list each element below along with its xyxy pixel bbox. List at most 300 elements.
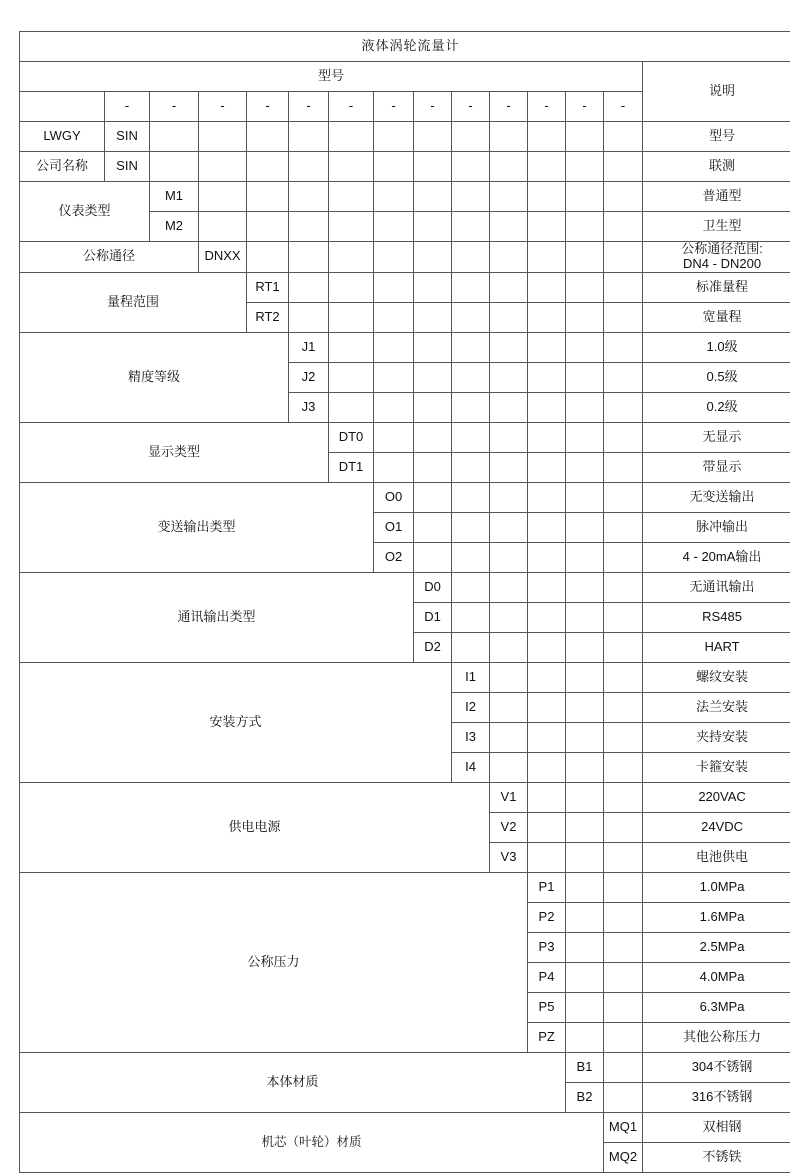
empty-cell [566, 692, 604, 722]
empty-cell [199, 152, 247, 182]
empty-cell [566, 542, 604, 572]
option-code[interactable]: V1 [490, 782, 528, 812]
option-description: HART [643, 632, 790, 662]
option-code[interactable]: SIN [105, 122, 150, 152]
empty-cell [528, 752, 566, 782]
option-code[interactable]: J2 [289, 362, 329, 392]
option-description: 316不锈钢 [643, 1082, 790, 1112]
empty-cell [490, 332, 528, 362]
empty-cell [566, 902, 604, 932]
empty-cell [452, 152, 490, 182]
description-header: 说明 [643, 62, 790, 122]
empty-cell [604, 452, 643, 482]
dash-placeholder: - [452, 92, 490, 122]
empty-cell [452, 242, 490, 273]
model-selection-table [19, 31, 790, 1173]
option-description: 2.5MPa [643, 932, 790, 962]
empty-cell [150, 152, 199, 182]
table-row [20, 1112, 790, 1142]
option-code[interactable]: I2 [452, 692, 490, 722]
category-label-3: 仪表类型 [20, 182, 150, 242]
category-label-8: 变送输出类型 [20, 482, 374, 572]
option-description: 带显示 [643, 452, 790, 482]
option-description: 1.0级 [643, 332, 790, 362]
empty-cell [604, 302, 643, 332]
empty-cell [490, 182, 528, 212]
empty-cell [452, 302, 490, 332]
empty-cell [604, 632, 643, 662]
empty-cell [566, 512, 604, 542]
empty-cell [604, 392, 643, 422]
empty-cell [374, 272, 414, 302]
option-description: 1.6MPa [643, 902, 790, 932]
empty-cell [452, 122, 490, 152]
empty-cell [452, 272, 490, 302]
dash-placeholder: - [528, 92, 566, 122]
empty-cell [374, 422, 414, 452]
empty-cell [199, 122, 247, 152]
empty-cell [604, 932, 643, 962]
empty-cell [289, 122, 329, 152]
empty-cell [414, 332, 452, 362]
empty-cell [528, 332, 566, 362]
empty-cell [329, 272, 374, 302]
empty-cell [452, 212, 490, 242]
empty-cell [566, 422, 604, 452]
table-row [20, 242, 790, 273]
option-code[interactable]: SIN [105, 152, 150, 182]
option-code[interactable]: D2 [414, 632, 452, 662]
empty-cell [566, 602, 604, 632]
empty-cell [528, 572, 566, 602]
empty-cell [452, 362, 490, 392]
empty-cell [490, 482, 528, 512]
empty-cell [490, 122, 528, 152]
empty-cell [528, 782, 566, 812]
table-row [20, 782, 790, 812]
empty-cell [604, 152, 643, 182]
option-code[interactable]: J3 [289, 392, 329, 422]
empty-cell [528, 812, 566, 842]
empty-cell [289, 302, 329, 332]
option-code[interactable]: J1 [289, 332, 329, 362]
empty-cell [329, 182, 374, 212]
empty-cell [490, 362, 528, 392]
empty-cell [604, 1022, 643, 1052]
empty-cell [528, 242, 566, 273]
empty-cell [452, 632, 490, 662]
empty-cell [528, 212, 566, 242]
option-description: 6.3MPa [643, 992, 790, 1022]
option-description: 脉冲输出 [643, 512, 790, 542]
empty-cell [566, 872, 604, 902]
category-label-5: 量程范围 [20, 272, 247, 332]
empty-cell [329, 332, 374, 362]
empty-cell [490, 212, 528, 242]
empty-cell [528, 392, 566, 422]
table-row [20, 272, 790, 302]
spec-sheet [19, 0, 771, 1173]
empty-cell [289, 212, 329, 242]
dash-placeholder: - [105, 92, 150, 122]
empty-cell [374, 362, 414, 392]
table-row [20, 572, 790, 602]
option-description: 4 - 20mA输出 [643, 542, 790, 572]
option-description: 卫生型 [643, 212, 790, 242]
dash-placeholder: - [604, 92, 643, 122]
empty-cell [414, 182, 452, 212]
dash-placeholder: - [150, 92, 199, 122]
category-label-9: 通讯输出类型 [20, 572, 414, 662]
table-row [20, 1052, 790, 1082]
empty-cell [604, 242, 643, 273]
category-label-11: 供电电源 [20, 782, 490, 872]
empty-cell [329, 122, 374, 152]
empty-cell [329, 392, 374, 422]
option-code[interactable]: P1 [528, 872, 566, 902]
empty-cell [604, 812, 643, 842]
empty-cell [566, 962, 604, 992]
model-header: 型号 [20, 62, 643, 92]
option-description: 不锈铁 [643, 1142, 790, 1172]
empty-cell [604, 482, 643, 512]
empty-cell [374, 392, 414, 422]
empty-cell [604, 992, 643, 1022]
empty-cell [604, 602, 643, 632]
empty-cell [566, 482, 604, 512]
empty-cell [289, 152, 329, 182]
empty-cell [490, 602, 528, 632]
option-code[interactable]: I4 [452, 752, 490, 782]
empty-cell [490, 722, 528, 752]
category-label-7: 显示类型 [20, 422, 329, 482]
description-line: DN4 - DN200 [643, 257, 790, 272]
empty-cell [452, 392, 490, 422]
empty-cell [490, 662, 528, 692]
empty-cell [374, 452, 414, 482]
empty-cell [247, 182, 289, 212]
empty-cell [490, 302, 528, 332]
empty-cell [374, 212, 414, 242]
empty-cell [566, 662, 604, 692]
empty-cell [528, 722, 566, 752]
table-row [20, 482, 790, 512]
option-description: 无通讯输出 [643, 572, 790, 602]
option-code[interactable]: O1 [374, 512, 414, 542]
category-label-2: 公司名称 [20, 152, 105, 182]
option-code[interactable]: MQ2 [604, 1142, 643, 1172]
empty-cell [490, 272, 528, 302]
empty-cell [604, 362, 643, 392]
empty-cell [329, 362, 374, 392]
option-code[interactable]: V2 [490, 812, 528, 842]
option-description: 型号 [643, 122, 790, 152]
empty-cell [414, 152, 452, 182]
empty-cell [566, 182, 604, 212]
empty-cell [452, 542, 490, 572]
description-line: 公称通径范围: [643, 242, 790, 257]
empty-cell [566, 632, 604, 662]
option-code[interactable]: DT0 [329, 422, 374, 452]
option-code[interactable]: RT2 [247, 302, 289, 332]
empty-cell [604, 542, 643, 572]
empty-cell [199, 212, 247, 242]
empty-cell [414, 422, 452, 452]
empty-cell [414, 482, 452, 512]
empty-cell [199, 182, 247, 212]
empty-cell [528, 602, 566, 632]
empty-cell [566, 992, 604, 1022]
table-row [20, 872, 790, 902]
option-description: 0.2级 [643, 392, 790, 422]
empty-cell [374, 152, 414, 182]
empty-cell [374, 302, 414, 332]
empty-cell [604, 962, 643, 992]
dash-placeholder: - [199, 92, 247, 122]
empty-cell [566, 842, 604, 872]
empty-cell [604, 842, 643, 872]
empty-cell [528, 482, 566, 512]
empty-cell [566, 572, 604, 602]
empty-cell [414, 302, 452, 332]
option-code[interactable]: P2 [528, 902, 566, 932]
empty-cell [528, 422, 566, 452]
empty-cell [566, 242, 604, 273]
empty-cell [604, 722, 643, 752]
empty-cell [452, 332, 490, 362]
dash-placeholder: - [490, 92, 528, 122]
option-code[interactable]: B1 [566, 1052, 604, 1082]
dash-placeholder: - [414, 92, 452, 122]
empty-cell [247, 122, 289, 152]
empty-cell [566, 782, 604, 812]
empty-cell [604, 1052, 643, 1082]
empty-cell [566, 122, 604, 152]
empty-cell [528, 152, 566, 182]
option-code[interactable]: B2 [566, 1082, 604, 1112]
empty-cell [604, 122, 643, 152]
option-code[interactable]: DT1 [329, 452, 374, 482]
header-row [20, 62, 790, 92]
empty-cell [490, 242, 528, 273]
option-description: 1.0MPa [643, 872, 790, 902]
empty-cell [528, 182, 566, 212]
category-label-6: 精度等级 [20, 332, 289, 422]
category-label-13: 本体材质 [20, 1052, 566, 1112]
empty-cell [289, 242, 329, 273]
option-code[interactable]: D1 [414, 602, 452, 632]
empty-cell [604, 1082, 643, 1112]
empty-cell [247, 212, 289, 242]
table-row [20, 152, 790, 182]
empty-cell [414, 122, 452, 152]
empty-cell [414, 512, 452, 542]
empty-cell [490, 392, 528, 422]
empty-cell [329, 152, 374, 182]
dash-spacer [20, 92, 105, 122]
empty-cell [452, 422, 490, 452]
empty-cell [528, 302, 566, 332]
category-label-1: LWGY [20, 122, 105, 152]
empty-cell [604, 872, 643, 902]
empty-cell [289, 182, 329, 212]
empty-cell [490, 632, 528, 662]
empty-cell [329, 302, 374, 332]
option-code[interactable]: I1 [452, 662, 490, 692]
empty-cell [528, 452, 566, 482]
table-row [20, 332, 790, 362]
empty-cell [247, 152, 289, 182]
option-code[interactable]: P4 [528, 962, 566, 992]
option-code[interactable]: MQ1 [604, 1112, 643, 1142]
empty-cell [566, 392, 604, 422]
option-code[interactable]: I3 [452, 722, 490, 752]
option-description: 普通型 [643, 182, 790, 212]
dash-placeholder: - [247, 92, 289, 122]
empty-cell [414, 452, 452, 482]
empty-cell [329, 212, 374, 242]
dash-placeholder: - [566, 92, 604, 122]
empty-cell [374, 242, 414, 273]
empty-cell [604, 422, 643, 452]
category-label-4: 公称通径 [20, 242, 199, 273]
empty-cell [452, 482, 490, 512]
option-code[interactable]: O0 [374, 482, 414, 512]
empty-cell [247, 242, 289, 273]
empty-cell [374, 332, 414, 362]
option-description: 标准量程 [643, 272, 790, 302]
option-code[interactable]: RT1 [247, 272, 289, 302]
option-description: 4.0MPa [643, 962, 790, 992]
empty-cell [490, 572, 528, 602]
empty-cell [604, 572, 643, 602]
table-body [20, 32, 790, 1173]
empty-cell [566, 152, 604, 182]
option-description: 220VAC [643, 782, 790, 812]
empty-cell [452, 452, 490, 482]
option-description [643, 242, 790, 273]
empty-cell [452, 602, 490, 632]
empty-cell [374, 182, 414, 212]
empty-cell [566, 302, 604, 332]
empty-cell [452, 182, 490, 212]
empty-cell [490, 542, 528, 572]
empty-cell [604, 692, 643, 722]
empty-cell [604, 332, 643, 362]
empty-cell [289, 272, 329, 302]
option-description: 联测 [643, 152, 790, 182]
document-title: 液体涡轮流量计 [20, 32, 790, 62]
empty-cell [528, 362, 566, 392]
empty-cell [490, 692, 528, 722]
empty-cell [604, 662, 643, 692]
table-row [20, 122, 790, 152]
empty-cell [604, 212, 643, 242]
empty-cell [528, 542, 566, 572]
empty-cell [566, 452, 604, 482]
empty-cell [490, 752, 528, 782]
option-description: 无显示 [643, 422, 790, 452]
option-code[interactable]: O2 [374, 542, 414, 572]
option-description: 夹持安装 [643, 722, 790, 752]
empty-cell [566, 332, 604, 362]
empty-cell [414, 242, 452, 273]
empty-cell [452, 572, 490, 602]
option-description: 双相钢 [643, 1112, 790, 1142]
empty-cell [528, 122, 566, 152]
option-description: 电池供电 [643, 842, 790, 872]
option-description: 24VDC [643, 812, 790, 842]
option-code[interactable]: P3 [528, 932, 566, 962]
empty-cell [566, 722, 604, 752]
empty-cell [414, 272, 452, 302]
option-code[interactable]: M1 [150, 182, 199, 212]
table-row [20, 422, 790, 452]
empty-cell [490, 152, 528, 182]
category-label-14: 机芯（叶轮）材质 [20, 1112, 604, 1172]
empty-cell [414, 212, 452, 242]
option-code[interactable]: M2 [150, 212, 199, 242]
empty-cell [566, 752, 604, 782]
empty-cell [604, 782, 643, 812]
dash-placeholder: - [329, 92, 374, 122]
table-row [20, 182, 790, 212]
empty-cell [566, 1022, 604, 1052]
empty-cell [528, 692, 566, 722]
category-label-12: 公称压力 [20, 872, 528, 1052]
option-description: 法兰安装 [643, 692, 790, 722]
option-description: 无变送输出 [643, 482, 790, 512]
empty-cell [566, 272, 604, 302]
table-row [20, 662, 790, 692]
empty-cell [566, 212, 604, 242]
empty-cell [604, 182, 643, 212]
empty-cell [604, 752, 643, 782]
empty-cell [528, 662, 566, 692]
empty-cell [566, 362, 604, 392]
empty-cell [566, 932, 604, 962]
option-description: 0.5级 [643, 362, 790, 392]
option-description: 卡箍安装 [643, 752, 790, 782]
option-code[interactable]: D0 [414, 572, 452, 602]
empty-cell [528, 512, 566, 542]
option-description: 螺纹安装 [643, 662, 790, 692]
empty-cell [604, 272, 643, 302]
option-code[interactable]: DNXX [199, 242, 247, 273]
category-label-10: 安装方式 [20, 662, 452, 782]
option-code[interactable]: P5 [528, 992, 566, 1022]
empty-cell [452, 512, 490, 542]
option-description: RS485 [643, 602, 790, 632]
empty-cell [414, 542, 452, 572]
dash-placeholder: - [289, 92, 329, 122]
empty-cell [150, 122, 199, 152]
option-code[interactable]: V3 [490, 842, 528, 872]
empty-cell [528, 842, 566, 872]
option-code[interactable]: PZ [528, 1022, 566, 1052]
empty-cell [566, 812, 604, 842]
empty-cell [490, 452, 528, 482]
empty-cell [490, 422, 528, 452]
option-description: 其他公称压力 [643, 1022, 790, 1052]
empty-cell [374, 122, 414, 152]
title-row [20, 32, 790, 62]
option-description: 304不锈钢 [643, 1052, 790, 1082]
empty-cell [528, 632, 566, 662]
empty-cell [604, 512, 643, 542]
empty-cell [329, 242, 374, 273]
empty-cell [490, 512, 528, 542]
